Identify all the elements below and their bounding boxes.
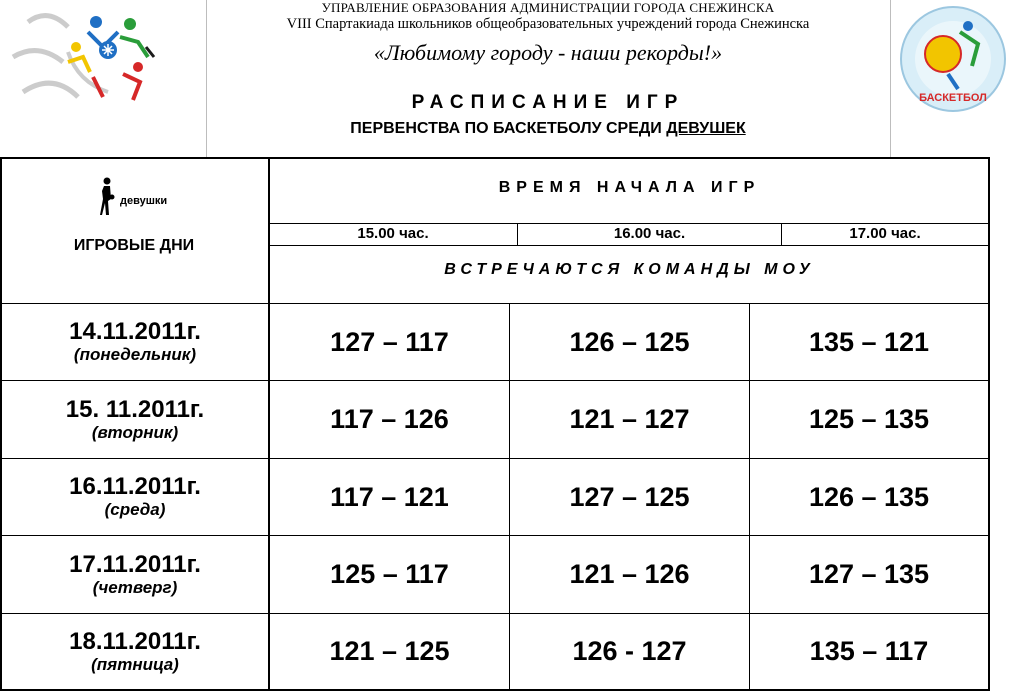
match-cell: 125 – 117 <box>330 559 449 589</box>
table-row-day <box>2 304 268 380</box>
day-weekday: (пятница) <box>91 654 179 674</box>
page-title: РАСПИСАНИЕ ИГР <box>411 92 685 113</box>
subtitle-prefix: ПЕРВЕНСТВА ПО БАСКЕТБОЛУ СРЕДИ <box>350 120 667 137</box>
match-cell: 121 – 127 <box>569 404 690 434</box>
match-cell: 125 – 135 <box>808 404 930 434</box>
table-row-day <box>2 614 268 689</box>
match-cell: 127 – 125 <box>569 481 690 512</box>
slogan: «Любимому городу - наши рекорды!» <box>373 40 723 65</box>
day-date: 14.11.2011г. <box>69 318 201 345</box>
time-slot-1: 15.00 час. <box>357 225 429 242</box>
match-cell: 135 – 121 <box>808 326 930 357</box>
day-date: 16.11.2011г. <box>69 473 201 500</box>
girls-label: девушки <box>120 195 168 207</box>
table-row-day <box>2 381 268 458</box>
day-weekday: (понедельник) <box>73 345 197 364</box>
event-name: VIII Спартакиада школьников общеобразовательных учреждений города Снежинска <box>286 16 810 32</box>
day-date: 17.11.2011г. <box>69 550 201 578</box>
match-cell: 127 – 117 <box>330 326 449 357</box>
match-cell: 135 – 117 <box>809 636 929 666</box>
header-divider-right <box>890 0 891 157</box>
day-date: 15. 11.2011г. <box>65 395 205 423</box>
organization-name: УПРАВЛЕНИЕ ОБРАЗОВАНИЯ АДМИНИСТРАЦИИ ГОРОДА СНЕЖИНСКА <box>321 0 775 15</box>
basketball-player-icon <box>96 177 116 217</box>
time-slot-3: 17.00 час. <box>849 225 921 242</box>
match-cell: 121 – 125 <box>329 636 450 666</box>
day-weekday: (вторник) <box>91 422 179 442</box>
schedule-table <box>0 157 990 691</box>
table-row-day <box>2 459 268 535</box>
game-days-header: ИГРОВЫЕ ДНИ <box>73 237 195 254</box>
match-cell: 117 – 126 <box>330 404 449 434</box>
page-subtitle <box>206 120 890 138</box>
time-slot-2: 16.00 час. <box>613 225 686 242</box>
table-row-day <box>2 536 268 613</box>
match-cell: 126 – 135 <box>808 481 930 512</box>
spartakiad-logo <box>8 2 158 112</box>
day-weekday: (четверг) <box>92 577 178 597</box>
match-cell: 117 – 121 <box>330 481 449 512</box>
logo-basketball-text: БАСКЕТБОЛ <box>919 92 987 104</box>
subtitle-emphasis: ДЕВУШЕК <box>666 120 746 137</box>
start-time-header: ВРЕМЯ НАЧАЛА ИГР <box>498 179 761 196</box>
match-cell: 127 – 135 <box>808 559 930 589</box>
match-cell: 126 - 127 <box>572 636 687 666</box>
match-cell: 121 – 126 <box>569 559 690 589</box>
day-weekday: (среда) <box>104 500 166 519</box>
basketball-logo <box>898 4 1008 114</box>
match-cell: 126 – 125 <box>569 326 690 357</box>
day-date: 18.11.2011г. <box>69 627 201 655</box>
teams-header: ВСТРЕЧАЮТСЯ КОМАНДЫ МОУ <box>444 261 815 278</box>
